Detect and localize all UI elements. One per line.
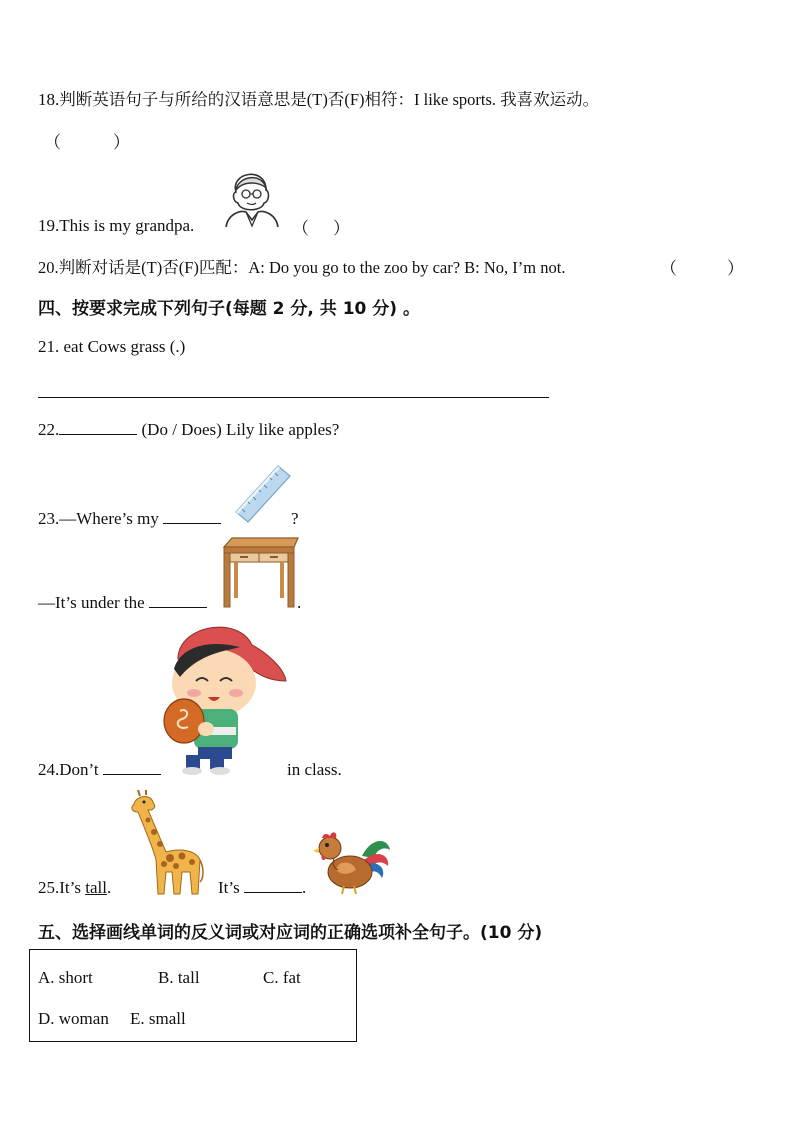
rooster-icon [312, 830, 392, 896]
q18-line [38, 86, 599, 110]
q24-suffix: in class. [287, 760, 342, 779]
option-b: B. tall [158, 968, 200, 987]
q23-question-mark: ? [291, 509, 299, 528]
q25-period: . [106, 878, 112, 897]
section5-title: 五、选择画线单词的反义词或对应词的正确选项补全句子。(10 分) [38, 923, 543, 943]
q25-prefix: 25.It’s [38, 878, 86, 897]
q24-blank[interactable] [103, 760, 161, 775]
options-box [29, 949, 357, 1042]
q22-number: 22. [38, 420, 60, 439]
option-e: E. small [130, 1009, 186, 1028]
desk-icon [218, 535, 300, 609]
q24-line [38, 760, 161, 780]
boy-eating-icon [160, 617, 290, 777]
q20-answer-parens[interactable] [660, 254, 744, 279]
q19-text: 19.This is my grandpa. [38, 216, 195, 235]
q20-paren-close: ） [727, 259, 744, 278]
q19-line [38, 216, 194, 236]
q21-text: 21. eat Cows grass (.) [38, 337, 186, 356]
ruler-icon [230, 462, 292, 528]
q22-line [38, 420, 339, 440]
option-a: A. short [38, 968, 93, 987]
q23-blank-2[interactable] [149, 593, 207, 608]
option-d: D. woman [38, 1009, 109, 1028]
q18-paren-open: （ [44, 133, 61, 152]
q25-second-prefix: It’s [218, 878, 244, 897]
q19-answer-parens[interactable] [292, 214, 350, 239]
q20-paren-open: （ [660, 259, 677, 278]
q20-line [38, 254, 565, 278]
q22-rest: (Do / Does) Lily like apples? [137, 420, 340, 439]
q25-second [218, 878, 306, 898]
q20-text: 20.判断对话是(T)否(F)匹配：A: Do you go to the zoo by car? B: No, I’m not. [38, 258, 566, 277]
q21-answer-line[interactable] [38, 397, 549, 398]
giraffe-icon [126, 790, 206, 896]
q22-blank[interactable] [59, 420, 137, 435]
q23-blank-1[interactable] [163, 509, 221, 524]
q25-second-suffix: . [301, 878, 307, 897]
q23-answer-prefix: —It’s under the [38, 593, 149, 612]
section4-title: 四、按要求完成下列句子(每题 2 分, 共 10 分) 。 [38, 299, 420, 319]
q25-blank[interactable] [244, 878, 302, 893]
q25-line [38, 878, 111, 898]
q18-text: 判断英语句子与所给的汉语意思是(T)否(F)相符：I like sports. 我喜欢运动。 [59, 90, 600, 109]
q24-prefix: 24.Don’t [38, 760, 103, 779]
q18-answer-parens[interactable] [44, 128, 130, 153]
q25-underlined-word: tall [85, 878, 107, 897]
q23-answer [38, 593, 207, 613]
q23-question-prefix: 23.—Where’s my [38, 509, 164, 528]
q23-answer-period: . [297, 593, 302, 612]
q19-paren-close: ） [333, 219, 350, 238]
q18-paren-close: ） [113, 133, 130, 152]
q18-number: 18. [38, 90, 60, 109]
grandpa-icon [222, 162, 280, 228]
q23-question [38, 509, 221, 529]
q19-paren-open: （ [292, 219, 309, 238]
option-c: C. fat [263, 968, 301, 987]
